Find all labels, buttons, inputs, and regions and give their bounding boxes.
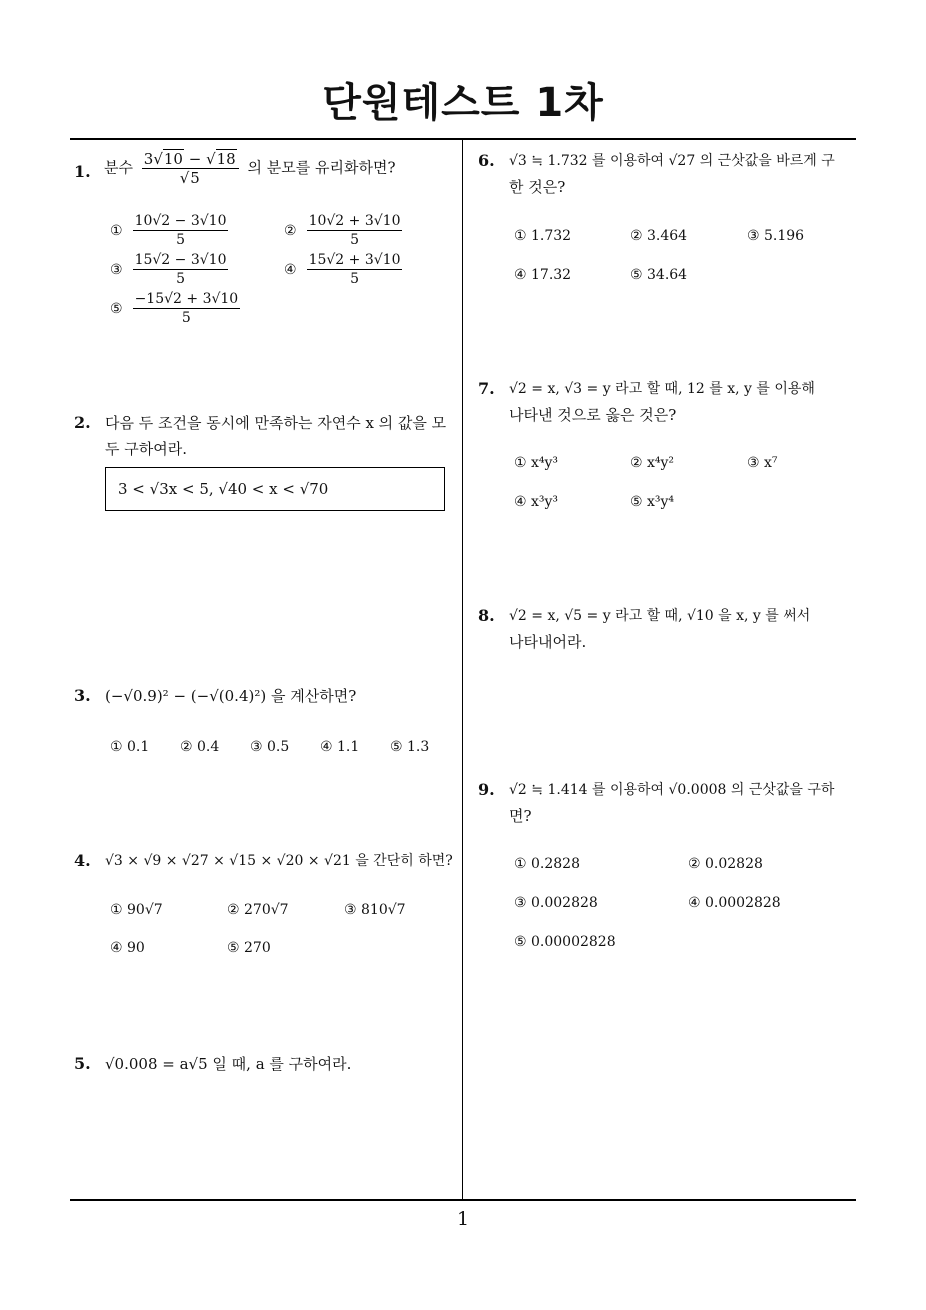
- option-4[interactable]: ④ 17.32: [514, 267, 572, 283]
- question-stem: √2 = x, √5 = y 라고 할 때, √10 을 x, y 를 써서 나타내어라.: [509, 608, 811, 651]
- fraction-denominator: √5: [179, 169, 200, 187]
- question-stem: √3 × √9 × √27 × √15 × √20 × √21 을 간단히 하면?: [105, 853, 453, 869]
- question-number: 4.: [74, 851, 91, 870]
- option-5[interactable]: ⑤ 1.3: [390, 739, 430, 755]
- option-1[interactable]: ① 90√7: [110, 902, 163, 918]
- option-1[interactable]: ① 0.2828: [514, 856, 580, 872]
- option-4[interactable]: ④ 1.1: [320, 739, 360, 755]
- question-stem: √3 ≒ 1.732 를 이용하여 √27 의 근삿값을 바르게 구 한 것은?: [509, 153, 835, 196]
- option-2[interactable]: ② 0.4: [180, 739, 220, 755]
- option-4[interactable]: ④ x³y³: [514, 494, 559, 510]
- option-1[interactable]: ① $\frac{10√2 - 3√10}{5}$: [110, 213, 227, 248]
- question-stem: √0.008 = a√5 일 때, a 를 구하여라.: [105, 1055, 352, 1073]
- column-divider: [462, 139, 463, 1200]
- option-2[interactable]: ② 0.02828: [688, 856, 763, 872]
- option-5[interactable]: ⑤ 270: [227, 940, 271, 956]
- question-number: 6.: [478, 151, 495, 170]
- option-5[interactable]: ⑤ 34.64: [630, 267, 688, 283]
- option-2[interactable]: ② x⁴y²: [630, 455, 675, 471]
- question-stem: (−√0.9)² − (−√(0.4)²) 을 계산하면?: [105, 687, 357, 705]
- page-title: 단원테스트 1차: [322, 80, 604, 126]
- stem-text: 의 분모를 유리화하면?: [247, 158, 396, 177]
- question-number: 7.: [478, 379, 495, 398]
- option-2[interactable]: ② $\frac{10√2 + 3√10}{5}$: [284, 213, 401, 248]
- option-4[interactable]: ④ 0.0002828: [688, 895, 781, 911]
- option-1[interactable]: ① 1.732: [514, 228, 572, 244]
- question-number: 3.: [74, 686, 91, 705]
- fraction-numerator: 3√10 − √18: [142, 150, 239, 169]
- question-number: 9.: [478, 780, 495, 799]
- question-stem: 다음 두 조건을 동시에 만족하는 자연수 x 의 값을 모 두 구하여라.: [105, 414, 447, 458]
- option-3[interactable]: ③ x⁷: [747, 455, 778, 471]
- fraction: [142, 150, 239, 187]
- option-3[interactable]: ③ 0.002828: [514, 895, 598, 911]
- option-1[interactable]: ① x⁴y³: [514, 455, 559, 471]
- option-5[interactable]: ⑤ 0.00002828: [514, 934, 616, 950]
- bottom-rule: [70, 1199, 856, 1201]
- option-3[interactable]: ③ 5.196: [747, 228, 805, 244]
- condition-box: 3 < √3x < 5, √40 < x < √70: [105, 467, 445, 511]
- option-1[interactable]: ① 0.1: [110, 739, 150, 755]
- option-2[interactable]: ② 270√7: [227, 902, 289, 918]
- option-4[interactable]: ④ 90: [110, 940, 145, 956]
- question-stem: √2 = x, √3 = y 라고 할 때, 12 를 x, y 를 이용해 나타낸 것으로 옳은 것은?: [509, 381, 815, 424]
- question-1: [70, 150, 455, 350]
- question-number: 1.: [74, 162, 91, 181]
- question-stem: [104, 150, 396, 187]
- option-3[interactable]: ③ 0.5: [250, 739, 290, 755]
- question-number: 5.: [74, 1054, 91, 1073]
- option-5[interactable]: ⑤ x³y⁴: [630, 494, 675, 510]
- question-stem: √2 ≒ 1.414 를 이용하여 √0.0008 의 근삿값을 구하 면?: [509, 782, 835, 825]
- option-3[interactable]: ③ $\frac{15√2 - 3√10}{5}$: [110, 252, 227, 287]
- page-number: 1: [456, 1208, 470, 1230]
- option-3[interactable]: ③ 810√7: [344, 902, 406, 918]
- question-number: 8.: [478, 606, 495, 625]
- option-4[interactable]: ④ $\frac{15√2 + 3√10}{5}$: [284, 252, 401, 287]
- question-number: 2.: [74, 413, 91, 432]
- top-rule: [70, 138, 856, 140]
- option-5[interactable]: ⑤ $\frac{-15√2 + 3√10}{5}$: [110, 291, 239, 326]
- option-2[interactable]: ② 3.464: [630, 228, 688, 244]
- stem-text: 분수: [104, 158, 133, 177]
